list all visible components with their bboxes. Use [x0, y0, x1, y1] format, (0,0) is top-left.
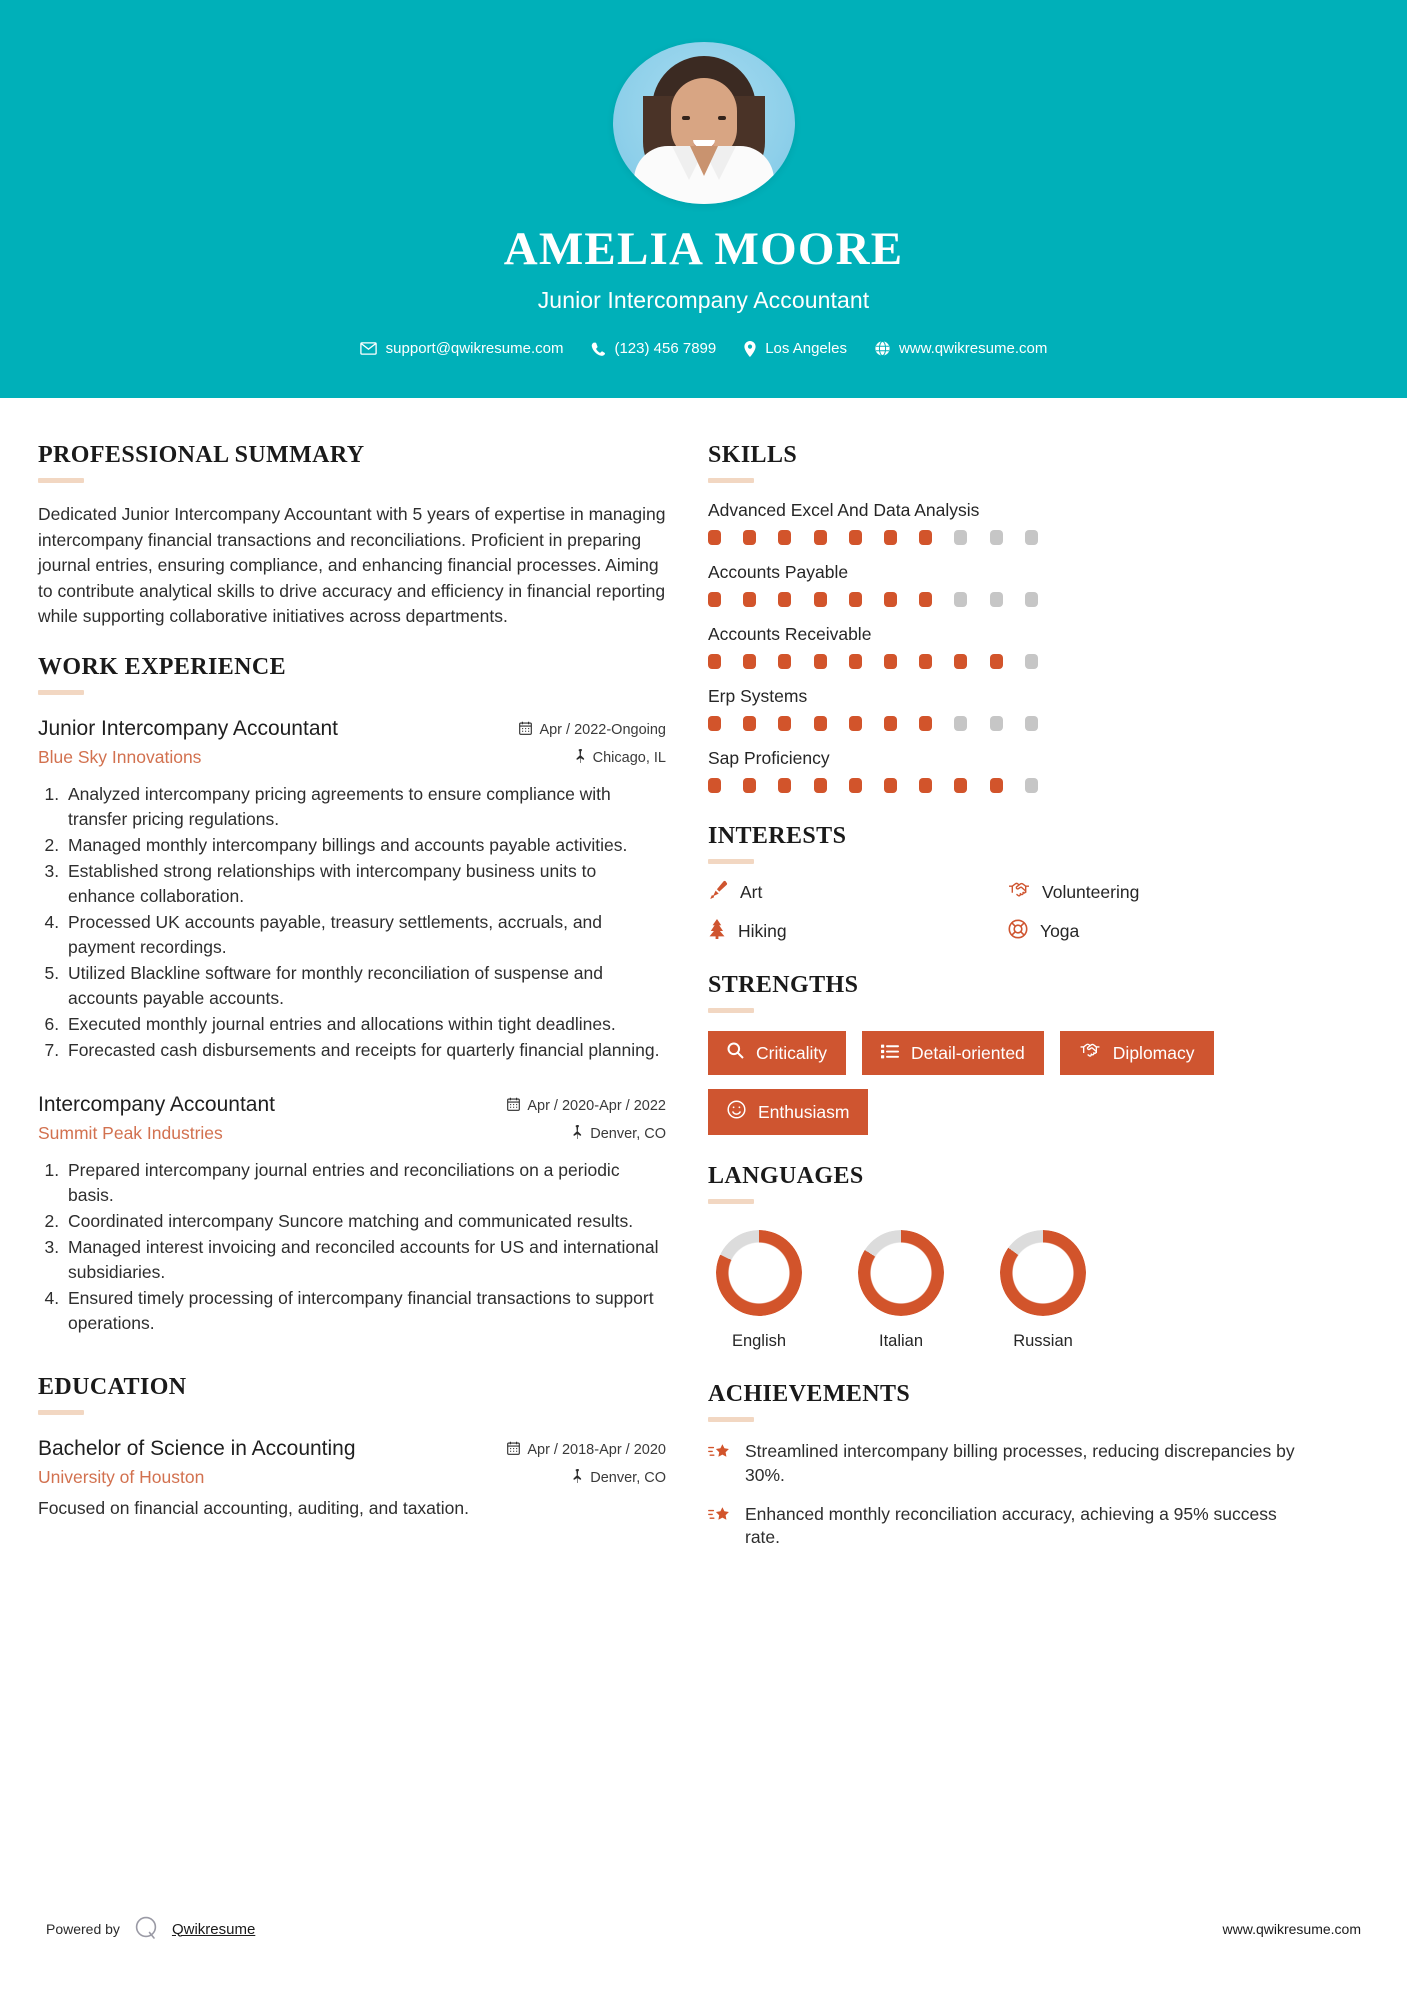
education-location — [572, 1469, 666, 1487]
work-role: Intercompany Accountant — [38, 1092, 275, 1116]
skill-dot-filled — [884, 530, 897, 545]
handshake-icon — [1079, 1042, 1101, 1064]
skill-dot-empty — [954, 530, 967, 545]
strength-badge-diplomacy[interactable] — [1060, 1031, 1214, 1075]
skill-rating — [708, 778, 1308, 793]
skill-dot-filled — [849, 592, 862, 607]
section-strengths — [708, 972, 1308, 1135]
strength-badge-criticality[interactable] — [708, 1031, 846, 1075]
skill-dot-empty — [954, 716, 967, 731]
phone-icon — [591, 342, 605, 356]
skill-dot-filled — [919, 778, 932, 793]
skill-dot-filled — [849, 530, 862, 545]
calendar-icon — [519, 721, 532, 739]
skill-dot-filled — [884, 778, 897, 793]
work-company: Blue Sky Innovations — [38, 746, 202, 767]
skill-name: Accounts Payable — [708, 562, 849, 582]
calendar-icon — [507, 1097, 520, 1115]
skill-dot-filled — [884, 654, 897, 669]
resume-body — [0, 398, 1407, 1565]
interest-label: Art — [740, 882, 763, 902]
work-dates — [519, 721, 666, 739]
section-rule — [708, 478, 754, 483]
strength-badge-enthusiasm[interactable] — [708, 1089, 868, 1135]
skill-dot-filled — [814, 716, 827, 731]
work-bullet: 2. Managed monthly intercompany billings and accounts payable activities. — [64, 833, 666, 858]
skill-name: Erp Systems — [708, 686, 808, 706]
work-bullet: 2. Coordinated intercompany Suncore matching and communicated results. — [64, 1209, 666, 1234]
skill-dot-filled — [743, 592, 756, 607]
powered-by — [46, 1915, 255, 1944]
skill-dot-empty — [954, 592, 967, 607]
skill-dot-filled — [708, 530, 721, 545]
education-description: Focused on financial accounting, auditing, and taxation. — [38, 1498, 469, 1519]
smiley-icon — [727, 1100, 746, 1124]
interest-item — [708, 919, 1008, 944]
skill-item — [708, 748, 1308, 793]
skill-dot-filled — [849, 716, 862, 731]
section-languages — [708, 1163, 1308, 1351]
section-rule — [708, 1008, 754, 1013]
paint-brush-icon — [708, 880, 728, 905]
work-bullet: 3. Managed interest invoicing and reconciled accounts for US and international subsidiaries. — [64, 1235, 666, 1285]
skill-dot-filled — [778, 530, 791, 545]
powered-by-label: Powered by — [46, 1921, 120, 1937]
skill-dot-filled — [743, 716, 756, 731]
left-column — [38, 442, 666, 1565]
skill-rating — [708, 716, 1308, 731]
avatar-collar — [690, 146, 718, 176]
section-professional-summary — [38, 442, 666, 630]
education-school: University of Houston — [38, 1467, 205, 1488]
work-bullet: 5. Utilized Blackline software for monthly reconciliation of suspense and accounts payable accounts. — [64, 961, 666, 1011]
skill-item — [708, 500, 1308, 545]
section-rule — [38, 690, 84, 695]
map-pin-icon — [575, 749, 586, 767]
skill-dot-filled — [884, 592, 897, 607]
skill-rating — [708, 592, 1308, 607]
work-entry — [38, 1093, 666, 1336]
work-dates-text: Apr / 2020-Apr / 2022 — [527, 1097, 666, 1114]
skill-dot-filled — [708, 716, 721, 731]
avatar — [613, 42, 795, 204]
skill-dot-filled — [919, 716, 932, 731]
skill-name: Accounts Receivable — [708, 624, 872, 644]
skill-dot-filled — [919, 530, 932, 545]
section-rule — [708, 1417, 754, 1422]
work-role: Junior Intercompany Accountant — [38, 716, 339, 740]
avatar-eye-right — [718, 116, 726, 120]
skill-dot-filled — [708, 592, 721, 607]
section-rule — [38, 1410, 84, 1415]
section-interests — [708, 823, 1308, 944]
skill-name: Sap Proficiency — [708, 748, 830, 768]
skill-dot-filled — [919, 654, 932, 669]
interests-grid — [708, 880, 1308, 944]
contact-email-text: support@qwikresume.com — [385, 340, 564, 357]
skill-item — [708, 624, 1308, 669]
skill-dot-filled — [814, 778, 827, 793]
skill-dot-filled — [778, 778, 791, 793]
magnifier-icon — [727, 1042, 744, 1064]
location-pin-icon — [744, 341, 756, 357]
skill-dot-filled — [743, 778, 756, 793]
skill-dot-filled — [708, 654, 721, 669]
skill-dot-filled — [884, 716, 897, 731]
skill-rating — [708, 530, 1308, 545]
work-bullet: 3. Established strong relationships with intercompany business units to enhance collaboration. — [64, 859, 666, 909]
shooting-star-icon — [708, 1503, 731, 1551]
skill-dot-filled — [778, 716, 791, 731]
contact-website[interactable] — [866, 340, 1056, 357]
contact-location-text: Los Angeles — [765, 340, 847, 357]
contact-website-text: www.qwikresume.com — [898, 340, 1048, 357]
section-work-experience — [38, 654, 666, 1336]
contact-location — [735, 340, 856, 357]
language-item — [858, 1230, 944, 1351]
footer-url: www.qwikresume.com — [1222, 1921, 1361, 1937]
summary-text: Dedicated Junior Intercompany Accountant with 5 years of expertise in managing intercompany financial transactions and reconciliations. Proficient in preparing journal entries, ensuring compliance, and enhancing financial processes. Aiming to contribute analytical skills to drive accuracy and efficiency in financial reporting while supporting collaborative initiatives across departments. — [38, 504, 666, 627]
skill-dot-filled — [708, 778, 721, 793]
work-bullet: 7. Forecasted cash disbursements and receipts for quarterly financial planning. — [64, 1038, 666, 1063]
job-title: Junior Intercompany Accountant — [537, 287, 870, 313]
education-entry — [38, 1437, 666, 1519]
skill-item — [708, 686, 1308, 731]
skill-dot-filled — [990, 778, 1003, 793]
education-degree: Bachelor of Science in Accounting — [38, 1437, 356, 1461]
work-entry-head — [38, 717, 666, 741]
avatar-shirt — [634, 146, 774, 204]
skill-name: Advanced Excel And Data Analysis — [708, 500, 980, 520]
life-ring-icon — [1008, 919, 1028, 944]
section-rule — [708, 859, 754, 864]
interest-item — [1008, 919, 1308, 944]
skill-dot-filled — [743, 654, 756, 669]
qwikresume-link[interactable]: Qwikresume — [171, 1920, 256, 1938]
section-title-work-experience: WORK EXPERIENCE — [38, 653, 287, 680]
work-bullets — [38, 1158, 666, 1336]
skill-rating — [708, 654, 1308, 669]
strength-label: Criticality — [756, 1042, 827, 1063]
skill-dot-filled — [990, 654, 1003, 669]
work-bullet: 6. Executed monthly journal entries and allocations within tight deadlines. — [64, 1012, 666, 1037]
achievements-list — [708, 1440, 1308, 1550]
strength-label: Enthusiasm — [758, 1101, 850, 1122]
avatar-eye-left — [682, 116, 690, 120]
pine-tree-icon — [708, 919, 726, 944]
work-location-text: Denver, CO — [590, 1125, 666, 1142]
language-donut — [1000, 1230, 1086, 1316]
skill-dot-filled — [814, 530, 827, 545]
section-title-skills: SKILLS — [708, 442, 798, 468]
language-donut — [858, 1230, 944, 1316]
skill-dot-empty — [990, 592, 1003, 607]
section-title-languages: LANGUAGES — [708, 1163, 864, 1189]
skill-dot-filled — [849, 778, 862, 793]
section-title-summary: PROFESSIONAL SUMMARY — [38, 442, 365, 468]
strength-badge-detail-oriented[interactable] — [862, 1031, 1044, 1075]
work-dates-text: Apr / 2022-Ongoing — [539, 721, 666, 738]
skill-dot-empty — [1025, 592, 1038, 607]
contact-row — [351, 340, 1057, 357]
section-title-achievements: ACHIEVEMENTS — [708, 1381, 911, 1407]
skill-dot-filled — [849, 654, 862, 669]
list-icon — [881, 1043, 899, 1064]
skills-list — [708, 500, 1308, 793]
section-rule — [708, 1199, 754, 1204]
work-entry-sub — [38, 1123, 666, 1144]
language-label: English — [731, 1332, 787, 1350]
envelope-icon — [360, 342, 377, 355]
interest-label: Volunteering — [1042, 882, 1140, 902]
skill-dot-filled — [778, 592, 791, 607]
education-dates — [507, 1441, 666, 1459]
achievement-text: Enhanced monthly reconciliation accuracy, achieving a 95% success rate. — [745, 1503, 1277, 1548]
work-entry — [38, 717, 666, 1063]
language-item — [1000, 1230, 1086, 1351]
work-bullets — [38, 782, 666, 1063]
contact-phone[interactable] — [582, 340, 725, 357]
qwikresume-logo-icon — [133, 1915, 159, 1944]
achievement-item — [708, 1503, 1308, 1551]
education-entry-head — [38, 1437, 666, 1461]
education-entry-sub — [38, 1467, 666, 1488]
section-achievements — [708, 1381, 1308, 1550]
skill-dot-filled — [814, 592, 827, 607]
languages-list — [708, 1230, 1308, 1351]
right-column — [708, 442, 1308, 1565]
globe-icon — [875, 341, 890, 356]
section-title-education: EDUCATION — [38, 1374, 187, 1401]
section-title-interests: INTERESTS — [708, 823, 847, 849]
work-location — [572, 1125, 666, 1143]
skill-dot-filled — [954, 778, 967, 793]
calendar-icon — [507, 1441, 520, 1459]
work-entry-head — [38, 1093, 666, 1117]
contact-phone-text: (123) 456 7899 — [614, 340, 717, 357]
work-bullet: 1. Prepared intercompany journal entries and reconciliations on a periodic basis. — [64, 1158, 666, 1208]
achievement-text: Streamlined intercompany billing processes, reducing discrepancies by 30%. — [745, 1441, 1295, 1485]
language-label: Italian — [878, 1332, 924, 1350]
skill-dot-empty — [1025, 716, 1038, 731]
page-footer — [0, 1898, 1407, 1990]
skill-dot-empty — [990, 530, 1003, 545]
skill-dot-empty — [1025, 654, 1038, 669]
work-company: Summit Peak Industries — [38, 1122, 223, 1143]
skill-dot-empty — [990, 716, 1003, 731]
section-skills — [708, 442, 1308, 793]
work-dates — [507, 1097, 666, 1115]
skill-dot-filled — [778, 654, 791, 669]
skill-dot-filled — [919, 592, 932, 607]
map-pin-icon — [572, 1125, 583, 1143]
interest-label: Hiking — [738, 921, 787, 941]
education-dates-text: Apr / 2018-Apr / 2020 — [527, 1442, 666, 1459]
achievement-item — [708, 1440, 1308, 1488]
skill-dot-filled — [814, 654, 827, 669]
work-location — [575, 749, 666, 767]
interest-item — [708, 880, 1008, 905]
work-location-text: Chicago, IL — [592, 749, 666, 766]
work-bullet: 1. Analyzed intercompany pricing agreements to ensure compliance with transfer pricing regulations. — [64, 782, 666, 832]
section-rule — [38, 478, 84, 483]
skill-dot-empty — [1025, 530, 1038, 545]
skill-dot-filled — [743, 530, 756, 545]
section-title-strengths: STRENGTHS — [708, 972, 859, 998]
interest-label: Yoga — [1040, 921, 1080, 941]
language-label: Russian — [1013, 1332, 1073, 1350]
strengths-grid — [708, 1031, 1308, 1135]
education-location-text: Denver, CO — [590, 1470, 666, 1487]
interest-item — [1008, 880, 1308, 905]
map-pin-icon — [572, 1469, 583, 1487]
skill-dot-empty — [1025, 778, 1038, 793]
work-bullet: 4. Ensured timely processing of intercompany financial transactions to support operations. — [64, 1286, 666, 1336]
handshake-icon — [1008, 881, 1030, 904]
strength-label: Detail-oriented — [910, 1042, 1025, 1063]
strength-label: Diplomacy — [1112, 1042, 1195, 1063]
shooting-star-icon — [708, 1440, 731, 1488]
skill-dot-filled — [954, 654, 967, 669]
work-bullet: 4. Processed UK accounts payable, treasury settlements, accruals, and payment recordings. — [64, 910, 666, 960]
contact-email[interactable] — [351, 340, 573, 357]
page-title: AMELIA MOORE — [503, 223, 904, 275]
language-donut — [716, 1230, 802, 1316]
language-item — [716, 1230, 802, 1351]
section-education — [38, 1374, 666, 1519]
skill-item — [708, 562, 1308, 607]
work-entry-sub — [38, 747, 666, 768]
resume-header — [0, 0, 1407, 398]
